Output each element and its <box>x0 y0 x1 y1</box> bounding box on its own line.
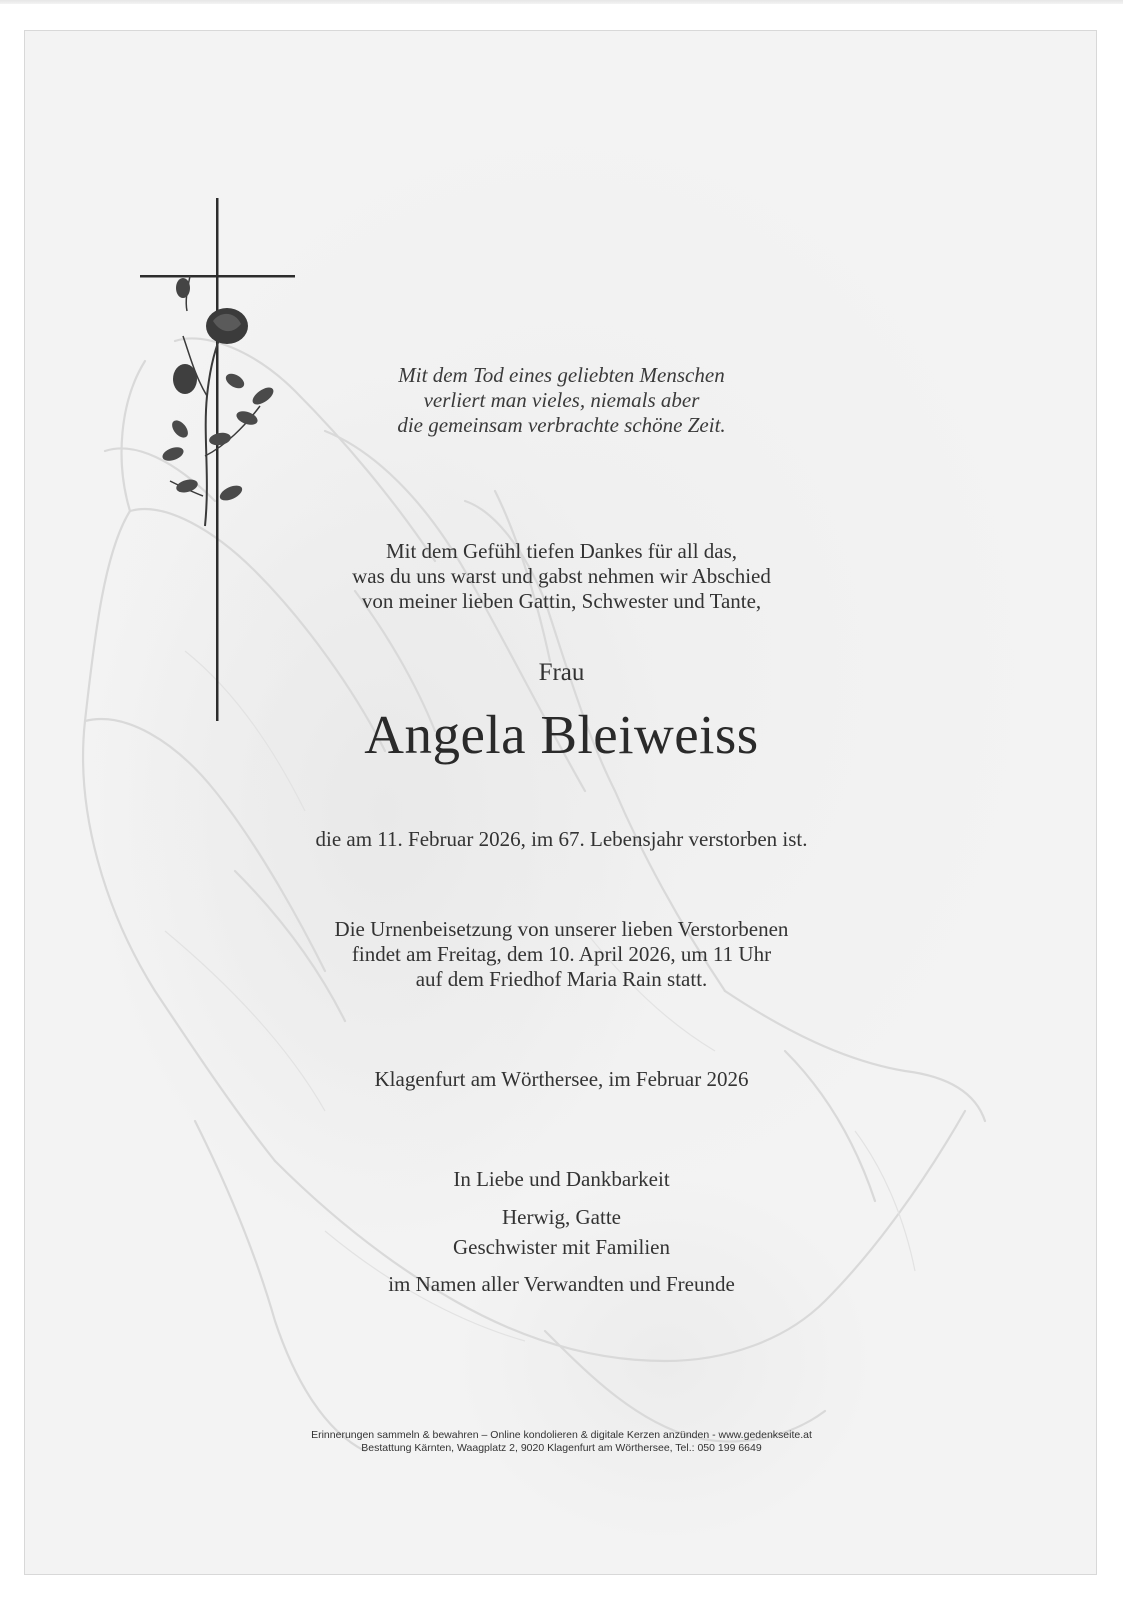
footer-line: Erinnerungen sammeln & bewahren – Online kondolieren & digitale Kerzen anzünden - www.gedenkseite.at <box>311 1429 812 1441</box>
signature-line: Geschwister mit Familien <box>453 1235 670 1259</box>
motto-line: die gemeinsam verbrachte schöne Zeit. <box>397 413 726 437</box>
place-date: Klagenfurt am Wörthersee, im Februar 2026 <box>374 1067 749 1091</box>
salutation: Frau <box>538 659 585 686</box>
intro-line: von meiner lieben Gattin, Schwester und Tante, <box>361 589 762 613</box>
burial-line: Die Urnenbeisetzung von unserer lieben Verstorbenen <box>334 917 789 941</box>
intro-paragraph <box>25 539 1097 614</box>
motto-verse <box>25 363 1097 438</box>
footer-line: Bestattung Kärnten, Waagplatz 2, 9020 Klagenfurt am Wörthersee, Tel.: 050 199 6649 <box>361 1442 762 1454</box>
intro-line: Mit dem Gefühl tiefen Dankes für all das, <box>385 539 738 563</box>
closing-phrase: In Liebe und Dankbarkeit <box>453 1167 670 1191</box>
burial-line: auf dem Friedhof Maria Rain statt. <box>415 967 708 991</box>
deceased-name: Angela Bleiweiss <box>364 704 759 765</box>
burial-notice <box>25 917 1097 992</box>
page-top-edge <box>0 0 1123 4</box>
signature-line: im Namen aller Verwandten und Freunde <box>388 1272 735 1296</box>
intro-line: was du uns warst und gabst nehmen wir Abschied <box>352 564 771 588</box>
obituary-card <box>24 30 1097 1575</box>
signature-line: Herwig, Gatte <box>502 1205 621 1229</box>
death-notice: die am 11. Februar 2026, im 67. Lebensjahr verstorben ist. <box>315 827 808 851</box>
motto-line: verliert man vieles, niemals aber <box>423 388 700 412</box>
burial-line: findet am Freitag, dem 10. April 2026, um 11 Uhr <box>351 942 772 966</box>
footer <box>25 1429 1097 1455</box>
motto-line: Mit dem Tod eines geliebten Menschen <box>398 363 725 387</box>
